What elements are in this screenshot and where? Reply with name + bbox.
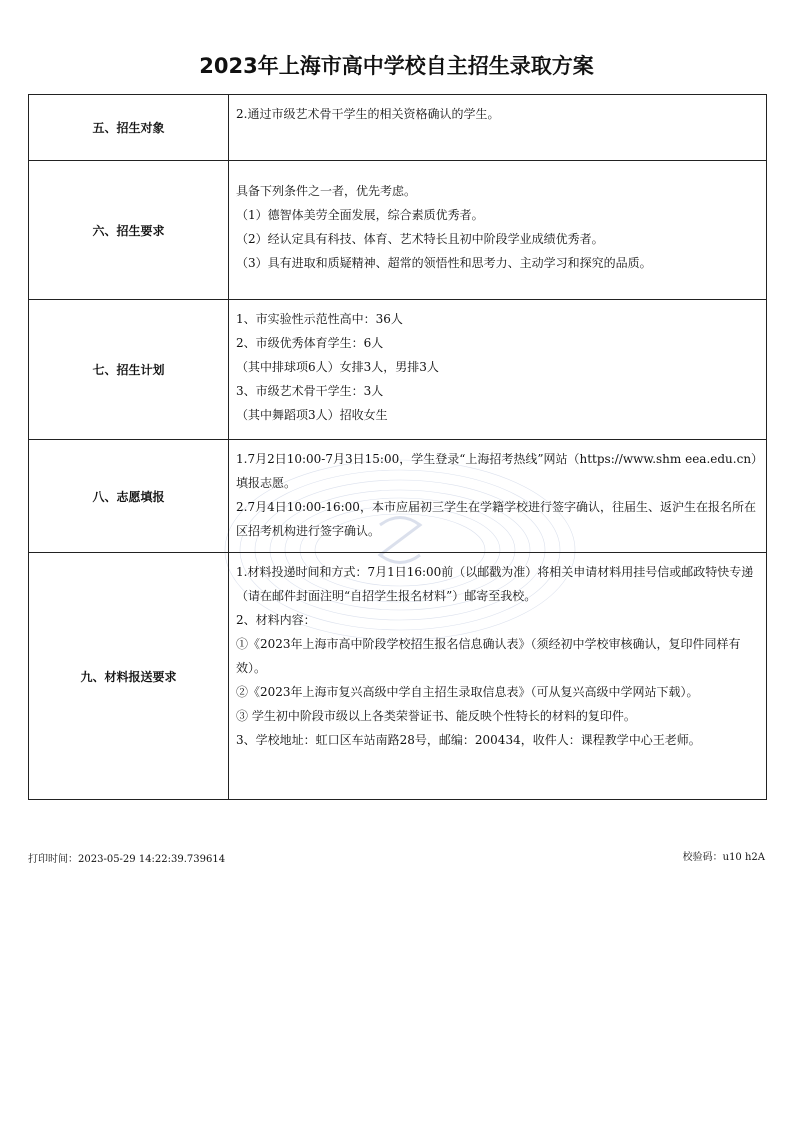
check-code: 校验码：u10 h2A bbox=[682, 852, 765, 863]
row-header: 九、材料报送要求 bbox=[29, 553, 229, 800]
content-line: ②《2023年上海市复兴高级中学自主招生录取信息表》（可从复兴高级中学网站下载）。 bbox=[236, 685, 699, 699]
table-row bbox=[29, 300, 767, 440]
row-header: 八、志愿填报 bbox=[29, 440, 229, 553]
content-line: 2、市级优秀体育学生：6人 bbox=[236, 336, 384, 350]
content-line: 1.7月2日10:00-7月3日15:00，学生登录“上海招考热线”网站（https://www.shm eea.edu.cn）填报志愿。 bbox=[236, 452, 758, 490]
content-line: 3、市级艺术骨干学生：3人 bbox=[236, 384, 384, 398]
content-line: （2）经认定具有科技、体育、艺术特长且初中阶段学业成绩优秀者。 bbox=[236, 232, 604, 246]
plan-table bbox=[28, 94, 767, 800]
content-line: 3、学校地址：虹口区车站南路28号，邮编：200434，收件人：课程教学中心王老师。 bbox=[236, 733, 701, 747]
row-header: 六、招生要求 bbox=[29, 161, 229, 300]
row-header: 五、招生对象 bbox=[29, 95, 229, 161]
content-line: ③ 学生初中阶段市级以上各类荣誉证书、能反映个性特长的材料的复印件。 bbox=[236, 709, 636, 723]
content-line: （1）德智体美劳全面发展，综合素质优秀者。 bbox=[236, 208, 484, 222]
page-title: 2023年上海市高中学校自主招生录取方案 bbox=[199, 54, 594, 78]
content-line: 1.材料投递时间和方式：7月1日16:00前（以邮戳为准）将相关申请材料用挂号信或邮政特快专递（请在邮件封面注明“自招学生报名材料”）邮寄至我校。 bbox=[236, 565, 754, 603]
row-content bbox=[229, 95, 767, 161]
print-time: 打印时间：2023-05-29 14:22:39.739614 bbox=[28, 854, 226, 865]
row-content bbox=[229, 553, 767, 800]
table-row bbox=[29, 95, 767, 161]
content-line: （其中舞蹈项3人）招收女生 bbox=[236, 408, 388, 422]
content-line: 2.7月4日10:00-16:00，本市应届初三学生在学籍学校进行签字确认，往届生、返沪生在报名所在区招考机构进行签字确认。 bbox=[236, 500, 756, 538]
content-line: ①《2023年上海市高中阶段学校招生报名信息确认表》（须经初中学校审核确认，复印件同样有效）。 bbox=[236, 637, 741, 675]
row-content bbox=[229, 300, 767, 440]
content-line: 具备下列条件之一者，优先考虑。 bbox=[236, 184, 417, 198]
content-line: （其中排球项6人）女排3人，男排3人 bbox=[236, 360, 439, 374]
content-line: 2.通过市级艺术骨干学生的相关资格确认的学生。 bbox=[236, 107, 500, 121]
row-content bbox=[229, 161, 767, 300]
table-row bbox=[29, 161, 767, 300]
content-line: 2、材料内容： bbox=[236, 613, 316, 627]
table-row bbox=[29, 440, 767, 553]
table-row bbox=[29, 553, 767, 800]
content-line: （3）具有进取和质疑精神、超常的领悟性和思考力、主动学习和探究的品质。 bbox=[236, 256, 652, 270]
row-content bbox=[229, 440, 767, 553]
row-header: 七、招生计划 bbox=[29, 300, 229, 440]
content-line: 1、市实验性示范性高中：36人 bbox=[236, 312, 403, 326]
